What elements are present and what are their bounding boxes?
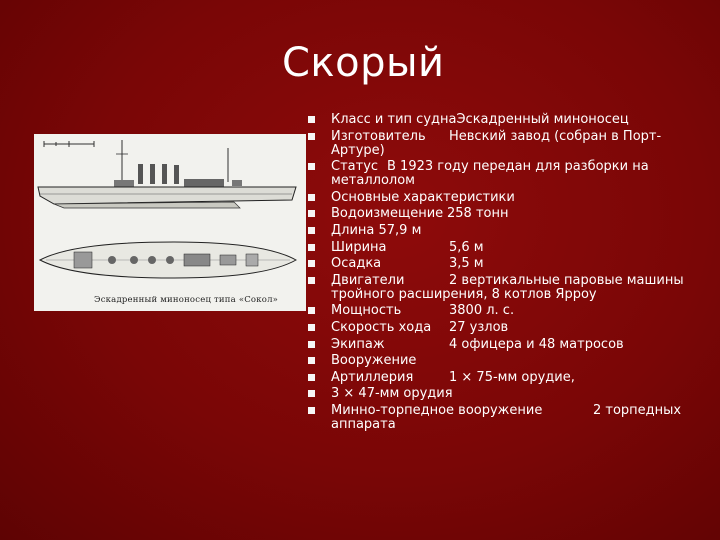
list-item: [306, 274, 706, 302]
item-label: Ширина: [331, 239, 387, 255]
list-item: [306, 191, 706, 205]
figure-caption: Эскадренный миноносец типа «Сокол»: [94, 295, 279, 305]
bullet-icon: [308, 307, 315, 314]
bullet-icon: [308, 163, 315, 170]
bullet-icon: [308, 341, 315, 348]
item-label: Осадка: [331, 256, 382, 272]
list-item: [306, 354, 706, 368]
bullet-icon: [308, 374, 315, 381]
specs-list: [306, 113, 706, 435]
item-label: Класс и тип судна: [331, 112, 457, 127]
item-label: Длина 57,9 м: [331, 222, 422, 238]
list-item: [306, 338, 706, 352]
item-label: Экипаж: [331, 336, 385, 352]
item-value: 2 вертикальные паровые машины тройного расширения, 8 котлов Ярроу: [331, 272, 684, 302]
destroyer-plan-svg: [34, 134, 306, 284]
item-label: Артиллерия: [331, 369, 414, 385]
list-item: [306, 304, 706, 318]
bullet-icon: [308, 227, 315, 234]
item-value: 4 офицера и 48 матросов: [449, 336, 624, 352]
list-item: [306, 387, 706, 401]
item-label: Изготовитель: [331, 128, 426, 144]
bullet-icon: [308, 277, 315, 284]
item-value: 3800 л. с.: [449, 303, 515, 319]
bullet-icon: [308, 357, 315, 364]
item-value: 258 тонн: [447, 206, 509, 222]
item-label: Основные характеристики: [331, 189, 515, 205]
list-item: [306, 224, 706, 238]
slide-title: Скорый: [282, 40, 445, 86]
list-item: [306, 257, 706, 271]
item-label: Минно-торпедное вооружение: [331, 402, 543, 418]
bullet-icon: [308, 116, 315, 123]
bullet-icon: [308, 260, 315, 267]
list-item: [306, 130, 706, 158]
item-value: 5,6 м: [449, 239, 484, 255]
bullet-icon: [308, 244, 315, 251]
item-value: 3,5 м: [449, 256, 484, 272]
item-value: 1 × 75-мм орудие,: [449, 369, 575, 385]
bullet-icon: [308, 133, 315, 140]
list-item: [306, 371, 706, 385]
bullet-icon: [308, 210, 315, 217]
bullet-icon: [308, 194, 315, 201]
item-label: Вооружение: [331, 353, 417, 369]
list-item: [306, 160, 706, 188]
list-item: [306, 404, 706, 432]
item-value: Невский завод (собран в Порт-Артуре): [331, 128, 662, 158]
item-label: Скорость хода: [331, 319, 432, 335]
list-item: [306, 113, 706, 127]
item-label: Статус: [331, 159, 379, 175]
item-value: 2 торпедных аппарата: [331, 402, 682, 432]
bullet-icon: [308, 407, 315, 414]
item-label: 3 × 47-мм орудия: [331, 386, 453, 402]
item-label: Водоизмещение: [331, 206, 444, 222]
bullet-icon: [308, 390, 315, 397]
item-value: 27 узлов: [449, 319, 509, 335]
item-label: Мощность: [331, 303, 402, 319]
item-label: Двигатели: [331, 272, 405, 288]
item-value: В 1923 году передан для разборки на металлолом: [331, 159, 649, 189]
bullet-icon: [308, 324, 315, 331]
list-item: [306, 241, 706, 255]
item-value: Эскадренный миноносец: [456, 112, 629, 127]
ship-drawing: [34, 134, 306, 311]
list-item: [306, 321, 706, 335]
list-item: [306, 207, 706, 221]
